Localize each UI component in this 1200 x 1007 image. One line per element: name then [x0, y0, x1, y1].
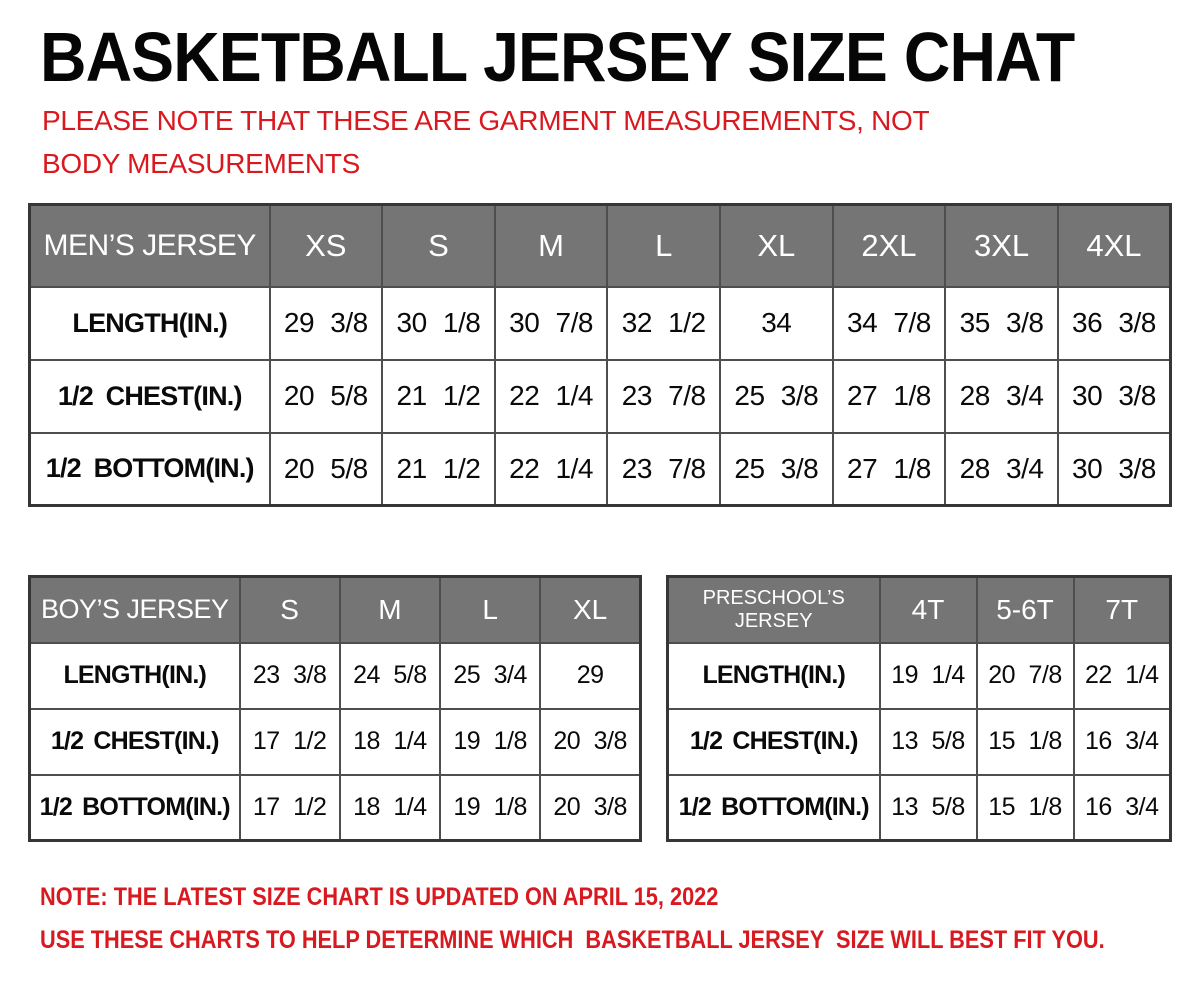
measurement-row	[668, 643, 1171, 709]
table-title-cell: MEN’S JERSEY	[30, 205, 270, 287]
row-label-cell: 1/2 BOTTOM(IN.)	[30, 433, 270, 506]
measurement-row	[30, 775, 641, 841]
size-value-cell: 17 1/2	[240, 709, 340, 775]
size-value-cell: 16 3/4	[1074, 709, 1171, 775]
size-value-cell: 20 5/8	[270, 433, 383, 506]
measurement-row	[30, 287, 1171, 360]
size-column-header: 4T	[880, 577, 977, 643]
size-value-cell: 20 3/8	[540, 775, 640, 841]
size-value-cell: 19 1/8	[440, 709, 540, 775]
size-column-header: 4XL	[1058, 205, 1171, 287]
size-value-cell: 22 1/4	[495, 433, 608, 506]
size-value-cell: 21 1/2	[382, 433, 495, 506]
row-label-cell: LENGTH(IN.)	[30, 287, 270, 360]
size-value-cell: 34 7/8	[833, 287, 946, 360]
size-column-header: XL	[720, 205, 833, 287]
size-column-header: M	[495, 205, 608, 287]
size-value-cell: 29	[540, 643, 640, 709]
size-value-cell: 18 1/4	[340, 709, 440, 775]
size-column-header: 7T	[1074, 577, 1171, 643]
size-value-cell: 24 5/8	[340, 643, 440, 709]
size-column-header: 3XL	[945, 205, 1058, 287]
size-value-cell: 27 1/8	[833, 360, 946, 433]
size-value-cell: 30 1/8	[382, 287, 495, 360]
row-label-cell: 1/2 CHEST(IN.)	[668, 709, 880, 775]
mens-jersey-section	[28, 203, 1172, 507]
measurement-row	[30, 643, 641, 709]
size-value-cell: 16 3/4	[1074, 775, 1171, 841]
size-value-cell: 13 5/8	[880, 775, 977, 841]
row-label-cell: 1/2 CHEST(IN.)	[30, 709, 240, 775]
size-column-header: XS	[270, 205, 383, 287]
page-title: BASKETBALL JERSEY SIZE CHAT	[40, 18, 1075, 96]
table-title-cell: BOY’S JERSEY	[30, 577, 240, 643]
size-value-cell: 28 3/4	[945, 360, 1058, 433]
size-value-cell: 27 1/8	[833, 433, 946, 506]
size-value-cell: 35 3/8	[945, 287, 1058, 360]
measurement-row	[668, 775, 1171, 841]
row-label-cell: 1/2 CHEST(IN.)	[30, 360, 270, 433]
header-row	[668, 577, 1171, 643]
size-value-cell: 30 7/8	[495, 287, 608, 360]
boys-jersey-size-table	[28, 575, 642, 842]
size-value-cell: 19 1/8	[440, 775, 540, 841]
fit-advice-note: USE THESE CHARTS TO HELP DETERMINE WHICH BASKETBALL JERSEY SIZE WILL BEST FIT YOU.	[40, 926, 1105, 954]
size-value-cell: 20 5/8	[270, 360, 383, 433]
size-value-cell: 18 1/4	[340, 775, 440, 841]
measurement-row	[30, 433, 1171, 506]
size-column-header: 5-6T	[977, 577, 1074, 643]
kids-tables-row	[28, 575, 1172, 842]
header-row	[30, 577, 641, 643]
footer-notes	[40, 882, 1200, 968]
size-column-header: 2XL	[833, 205, 946, 287]
size-value-cell: 25 3/8	[720, 360, 833, 433]
size-value-cell: 29 3/8	[270, 287, 383, 360]
size-value-cell: 30 3/8	[1058, 360, 1171, 433]
size-value-cell: 15 1/8	[977, 709, 1074, 775]
header-row	[30, 205, 1171, 287]
size-value-cell: 23 3/8	[240, 643, 340, 709]
size-value-cell: 15 1/8	[977, 775, 1074, 841]
size-column-header: S	[240, 577, 340, 643]
size-column-header: M	[340, 577, 440, 643]
mens-jersey-size-table	[28, 203, 1172, 507]
size-value-cell: 22 1/4	[1074, 643, 1171, 709]
update-date-note: NOTE: THE LATEST SIZE CHART IS UPDATED ON APRIL 15, 2022	[40, 883, 719, 911]
size-value-cell: 23 7/8	[607, 433, 720, 506]
row-label-cell: LENGTH(IN.)	[30, 643, 240, 709]
size-value-cell: 17 1/2	[240, 775, 340, 841]
size-value-cell: 22 1/4	[495, 360, 608, 433]
size-value-cell: 28 3/4	[945, 433, 1058, 506]
measurement-row	[668, 709, 1171, 775]
size-value-cell: 25 3/4	[440, 643, 540, 709]
row-label-cell: 1/2 BOTTOM(IN.)	[30, 775, 240, 841]
size-column-header: S	[382, 205, 495, 287]
size-value-cell: 13 5/8	[880, 709, 977, 775]
size-value-cell: 30 3/8	[1058, 433, 1171, 506]
size-value-cell: 19 1/4	[880, 643, 977, 709]
preschools-jersey-size-table	[666, 575, 1172, 842]
row-label-cell: 1/2 BOTTOM(IN.)	[668, 775, 880, 841]
garment-measurement-warning: PLEASE NOTE THAT THESE ARE GARMENT MEASUREMENTS, NOT BODY MEASUREMENTS	[42, 105, 929, 180]
size-column-header: L	[440, 577, 540, 643]
measurement-row	[30, 709, 641, 775]
size-value-cell: 34	[720, 287, 833, 360]
size-value-cell: 23 7/8	[607, 360, 720, 433]
table-title-cell: PRESCHOOL’S JERSEY	[668, 577, 880, 643]
size-value-cell: 21 1/2	[382, 360, 495, 433]
size-value-cell: 25 3/8	[720, 433, 833, 506]
measurement-row	[30, 360, 1171, 433]
size-value-cell: 20 3/8	[540, 709, 640, 775]
size-value-cell: 20 7/8	[977, 643, 1074, 709]
size-column-header: XL	[540, 577, 640, 643]
size-column-header: L	[607, 205, 720, 287]
size-value-cell: 36 3/8	[1058, 287, 1171, 360]
row-label-cell: LENGTH(IN.)	[668, 643, 880, 709]
size-value-cell: 32 1/2	[607, 287, 720, 360]
